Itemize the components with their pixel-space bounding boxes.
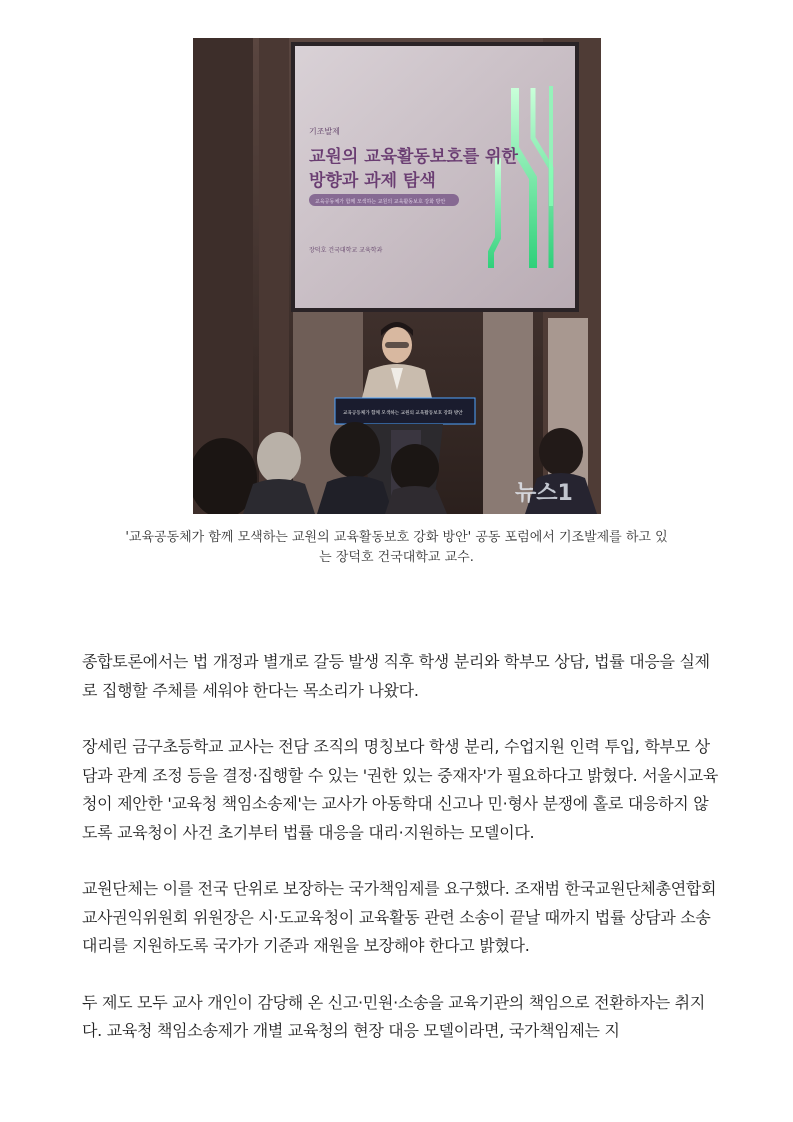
podium-banner: 교육공동체가 함께 모색하는 교원의 교육활동보호 강화 방안 [343,411,463,416]
slide-tag: 교육공동체가 함께 모색하는 교원의 교육활동보호 강화 방안 [315,199,446,205]
article-body [82,648,722,1074]
photo-caption [96,528,697,568]
article-paragraph-2: 장세린 금구초등학교 교사는 전담 조직의 명칭보다 학생 분리, 수업지원 인력 투입, 학부모 상담과 관계 조정 등을 결정·집행할 수 있는 '권한 있는 중재자'가 필요하다고 밝혔다. 서울시교육청이 제안한 '교육청 책임소송제'는 교사가 아동학대 신고나 민·형사 분쟁에 홀로 대응하지 않도록 교육청이 사건 초기부터 법률 대응을 대리·지원하는 모델이다. [82,737,718,842]
article-photo [193,38,601,514]
slide-author: 장덕호 건국대학교 교육학과 [309,247,383,254]
slide-title-line1: 교원의 교육활동보호를 위한 [309,147,518,167]
caption-line-2: 는 장덕호 건국대학교 교수. [319,550,474,565]
article-paragraph-3: 교원단체는 이를 전국 단위로 보장하는 국가책임제를 요구했다. 조재범 한국교원단체총연합회 교사권익위원회 위원장은 시·도교육청이 교육활동 관련 소송이 끝날 때까지 법률 상담과 소송 대리를 지원하도록 국가가 기준과 재원을 보장해야 한다고 밝혔다. [82,879,717,955]
caption-line-1: '교육공동체가 함께 모색하는 교원의 교육활동보호 강화 방안' 공동 포럼에서 기조발제를 하고 있 [125,530,668,545]
article-paragraph-1: 종합토론에서는 법 개정과 별개로 갈등 발생 직후 학생 분리와 학부모 상담, 법률 대응을 실제로 집행할 주체를 세워야 한다는 목소리가 나왔다. [82,652,710,700]
slide-small-label: 기조발제 [309,127,340,136]
article-paragraph-4: 두 제도 모두 교사 개인이 감당해 온 신고·민원·소송을 교육기관의 책임으로 전환하자는 취지다. 교육청 책임소송제가 개별 교육청의 현장 대응 모델이라면, 국가책임제는 지 [82,992,705,1040]
watermark-logo: 뉴스1 [515,481,573,506]
slide-title-line2: 방향과 과제 탐색 [309,171,436,191]
